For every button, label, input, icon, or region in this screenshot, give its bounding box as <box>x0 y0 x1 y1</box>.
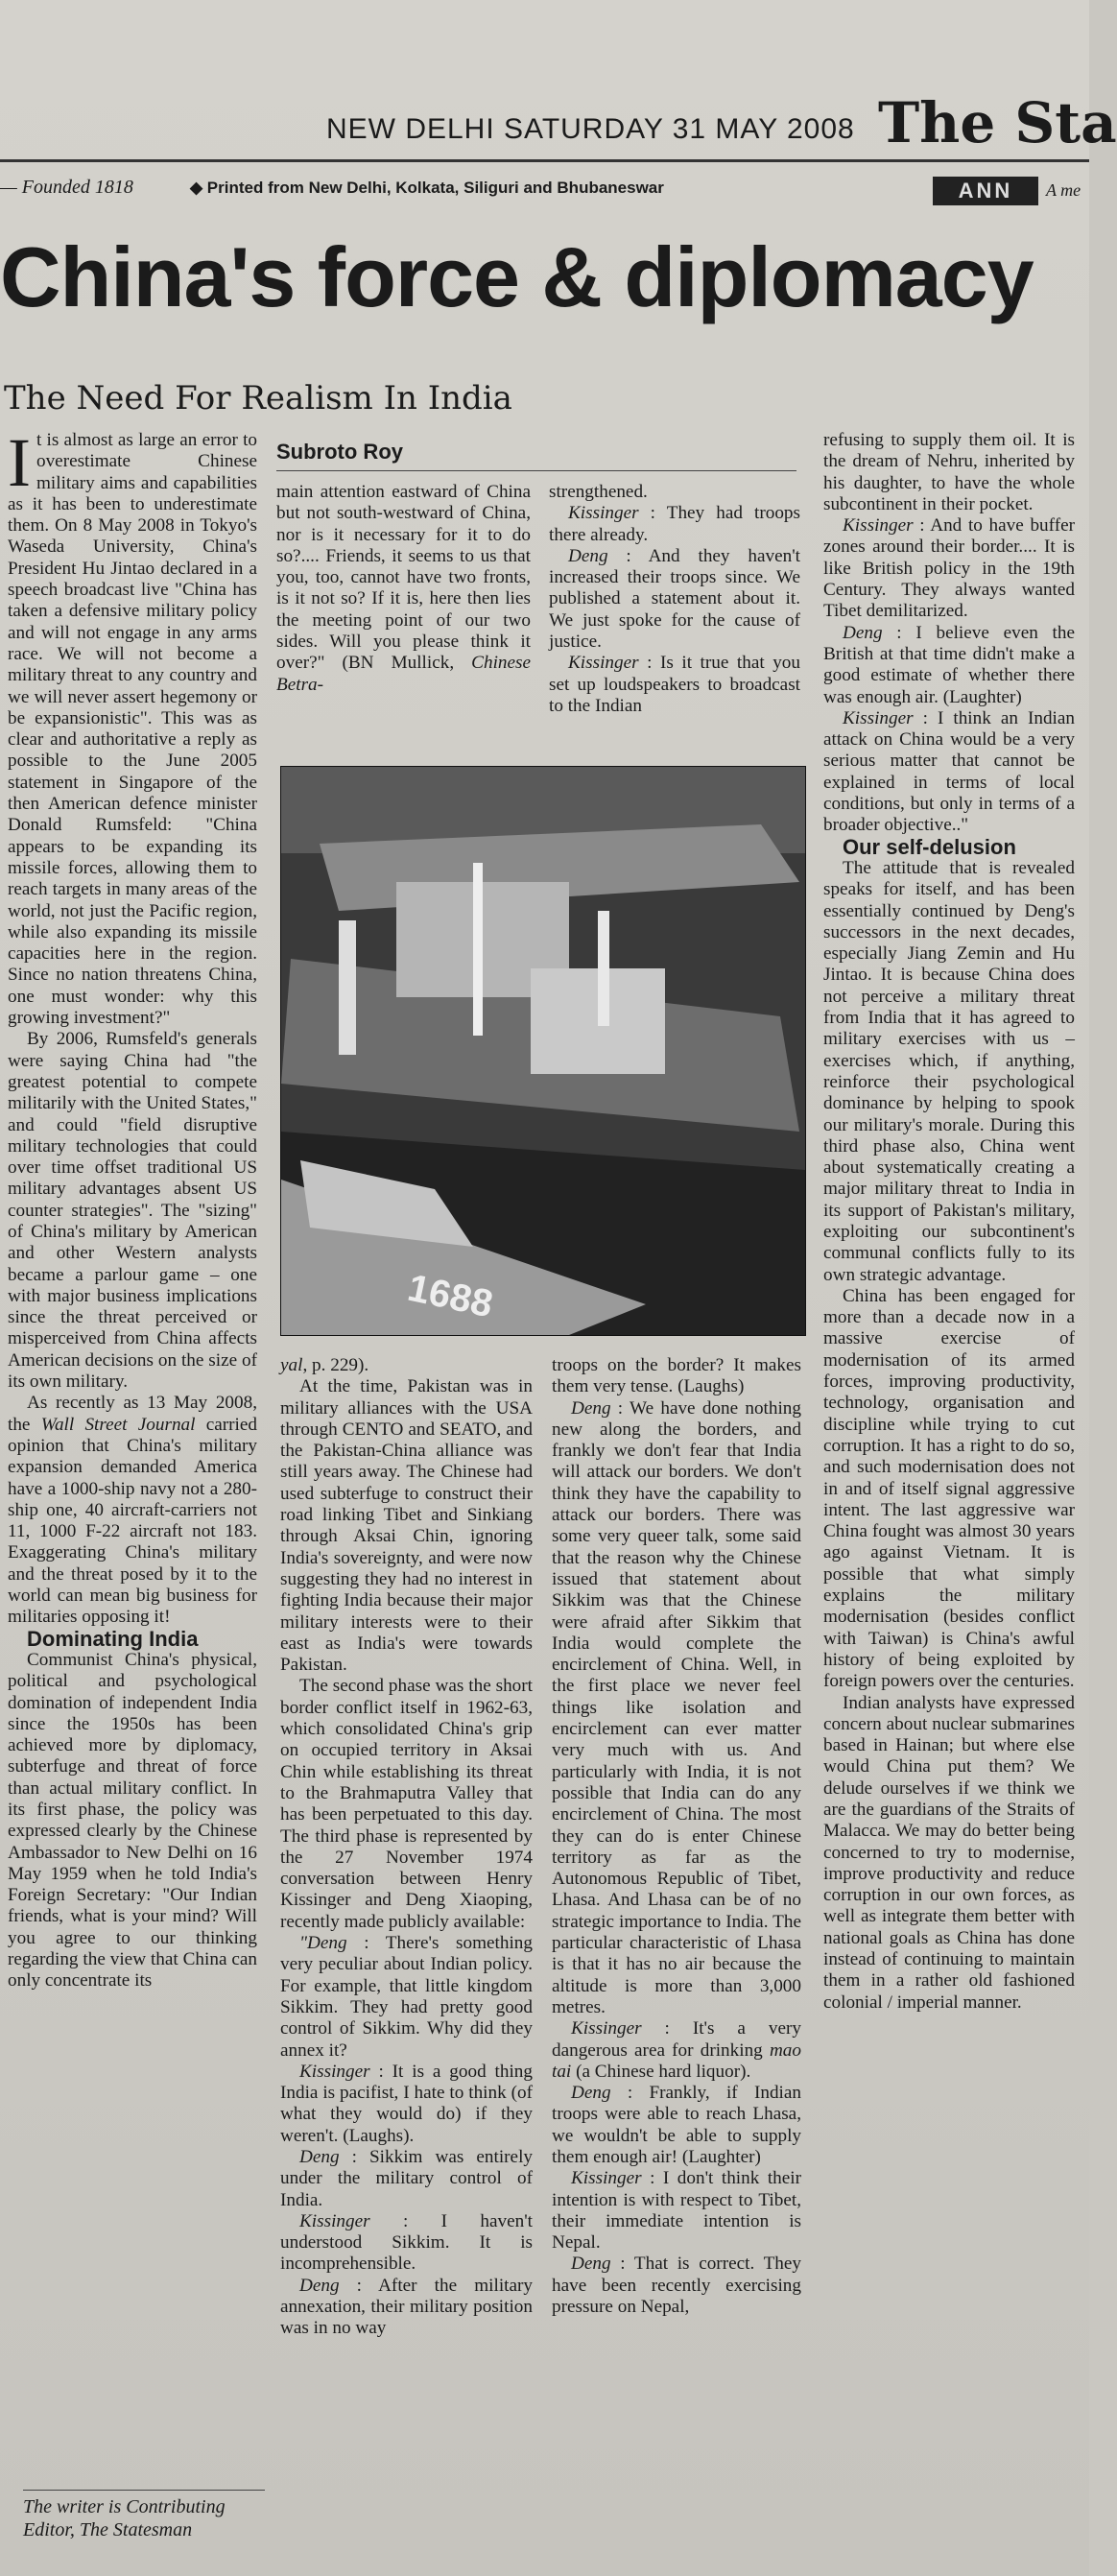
col2-bottom-1 <box>280 1355 533 1376</box>
column-3-top <box>549 482 800 717</box>
speech: : And to have buffer zones around their border.... It is like British policy in the 19th Century. They always wanted Tibet demilitarized. <box>823 515 1075 622</box>
byline-rule <box>276 470 796 471</box>
speaker: Kissinger <box>571 2018 642 2039</box>
speech: : Is it true that you set up loudspeakers to broadcast to the Indian <box>549 653 800 716</box>
column-2-top <box>276 482 531 696</box>
speech: : Frankly, if Indian troops were able to reach Lhasa, we wouldn't be able to supply them enough air! (Laughter) <box>552 2083 801 2167</box>
footnote-line-1: The writer is Contributing <box>23 2496 226 2517</box>
col1-para-3b: carried opinion that China's military expansion demanded America have a 1000-ship navy not a 280-ship one, 40 aircraft-carriers not 11, 1000 F-22 aircraft not 183. Exaggerating China's military and the threat posed by it to the world can mean big business for militaries opposing it! <box>8 1414 257 1628</box>
warship-photo <box>280 766 806 1336</box>
col4-para-2 <box>823 515 1075 622</box>
col3-bottom-4 <box>552 2083 801 2168</box>
speaker: Deng <box>299 2146 340 2167</box>
speaker: Deng <box>843 622 883 643</box>
speech: : That is correct. They have been recently exercising pressure on Nepal, <box>552 2254 801 2318</box>
speech: : I believe even the British at that time didn't make a good estimate of whether there was enough air. (Laughter) <box>823 622 1075 707</box>
col1-para-3a: As recently as 13 May 2008, the <box>8 1393 257 1435</box>
col1-para-2: By 2006, Rumsfeld's generals were saying China had "the greatest potential to compete militarily with the United States," and could "field disruptive military technologies that could over time offset traditional US military advantages absent US counter strategies". The "sizing" of China's military by American and other Western analysts became a parlour game – one with major business implications since the threat perceived or misperceived from China affects American decisions on the size of its own military. <box>8 1029 257 1393</box>
cut-off-tagline: A me <box>1046 180 1081 200</box>
founded-line: — Founded 1818 <box>0 177 133 198</box>
speech: : We have done nothing new along the borders, and frankly we don't fear that India will attack our borders. We don't think they have the capability to attack our borders. There was some very queer talk, some said that the reason why the Chinese issued that statement about Sikkim was that the Chinese were afraid after Sikkim that India would complete the encirclement of China. Well, in the first place we never feel things like isolation and encirclement can ever matter very much with us. And particularly with India, it is not possible that India can do any encirclement of China. The most they can do is enter Chinese territory as far as the Autonomous Republic of Tibet, Lhasa. And Lhasa can be of no strategic importance to India. The particular characteristic of Lhasa is that it has no air because the altitude is more than 3,000 metres. <box>552 1397 801 2017</box>
section-heading-dominating-india: Dominating India <box>27 1626 199 1651</box>
speaker: Deng <box>571 2083 611 2104</box>
col3-bottom-6 <box>552 2254 801 2318</box>
col3-bottom-5 <box>552 2168 801 2254</box>
wsj-title: Wall Street Journal <box>40 1414 196 1435</box>
column-1 <box>8 424 257 1992</box>
speaker: Deng <box>571 2254 611 2275</box>
column-2-bottom <box>280 1355 533 2340</box>
printed-from-line: ◆ Printed from New Delhi, Kolkata, Siliguri and Bhubaneswar <box>190 179 664 197</box>
col3-top-3 <box>549 546 800 653</box>
col4-para-5: The attitude that is revealed speaks for itself, and has been essentially continued by Deng's successors in the next decades, especially Jiang Zemin and Hu Jintao. It is because China does not perceive a military threat from India that it has agreed to military exercises with us – exercises which, if anything, reinforce their psychological dominance by helping to spook our military's morale. During this third phase also, China went about systematically creating a major military threat to India in its support of Pakistan's military, exploiting our subcontinent's communal conflicts fully to its own strategic advantage. <box>823 857 1075 1285</box>
col2-quote-3 <box>280 2147 533 2211</box>
col2-quote-5 <box>280 2276 533 2340</box>
col4-para-7: Indian analysts have expressed concern about nuclear submarines based in Hainan; but where else would China put them? We delude ourselves if we think we are the guardians of the Straits of Malacca. We may do better being concerned to try to modernise, improve productivity and reduce corruption in our own forces, as well as integrate them better with national goals as China has done instead of continuing to maintain them in a rather old fashioned colonial / imperial manner. <box>823 1692 1075 2013</box>
col3-bottom-2 <box>552 1398 801 2019</box>
speech: : It's a very dangerous area for drinking <box>552 2018 801 2061</box>
speech: : And they haven't increased their troops since. We published a statement about it. We just spoke for the cause of justice. <box>549 545 800 653</box>
speech: : There's something very peculiar about Indian policy. For example, that little kingdom Sikkim. They had pretty good control of Sikkim. Why did they annex it? <box>280 1933 533 2061</box>
masthead-date-line: NEW DELHI SATURDAY 31 MAY 2008 <box>326 113 855 145</box>
byline: Subroto Roy <box>276 440 403 464</box>
col4-para-6: China has been engaged for more than a decade now in a massive exercise of modernisation of its armed forces, improving productivity, technology, organisation and discipline while trying to cut corruption. It has a right to do so, and such modernisation does not in and of itself signal aggressive intent. The last aggressive war China fought was almost 30 years ago against Vietnam. It is possible that what simply explains the military modernisation (besides conflict with Taiwan) is China's awful history of being exploited by foreign powers over the centuries. <box>823 1285 1075 1692</box>
col4-para-3 <box>823 623 1075 708</box>
col3-top-4 <box>549 653 800 717</box>
col1-para-3 <box>8 1393 257 1628</box>
dropcap-letter: I <box>8 424 31 501</box>
mao-tai: mao tai <box>552 2039 801 2082</box>
col1-para-1 <box>8 424 257 1029</box>
article-headline: China's force & diplomacy <box>0 229 1034 324</box>
footnote-rule <box>23 2490 265 2491</box>
book-title-part1: Chinese Betra- <box>276 653 531 695</box>
col4-para-4 <box>823 708 1075 837</box>
speech: (a Chinese hard liquor). <box>571 2061 751 2082</box>
speech: : Sikkim was entirely under the military control of India. <box>280 2146 533 2210</box>
col3-bottom-3 <box>552 2018 801 2083</box>
speech: : I don't think their intention is with respect to Tibet, their immediate intention is Nepal. <box>552 2168 801 2254</box>
speech: : After the military annexation, their military position was in no way <box>280 2275 533 2339</box>
col2-para-3: The second phase was the short border conflict itself in 1962-63, which consolidated China's grip on occupied territory in Aksai Chin while establishing its threat to the Brahmaputra Valley that has been perpetuated to this day. The third phase is represented by the 27 November 1974 conversation between Henry Kissinger and Deng Xiaoping, recently made publicly available: <box>280 1676 533 1932</box>
speaker: Kissinger <box>843 515 914 537</box>
speaker: Kissinger <box>568 653 639 674</box>
col3-bottom-1: troops on the border? It makes them very tense. (Laughs) <box>552 1355 801 1397</box>
speaker: Kissinger <box>299 2210 370 2231</box>
col2-top-text <box>276 482 531 696</box>
article-subhead: The Need For Realism In India <box>4 379 512 417</box>
author-footnote <box>23 2495 263 2541</box>
speaker: "Deng <box>299 1933 347 1954</box>
col1-para-4: Communist China's physical, political and psychological domination of independent India since the 1950s has been achieved more by diplomacy, subterfuge and threat of force than actual military conflict. In its first phase, the policy was expressed clearly by the Chinese Ambassador to New Delhi on 16 May 1959 when he told India's Foreign Secretary: "Our Indian friends, what is your mind? Will you agree to our thinking regarding the view that China can only concentrate its <box>8 1649 257 1992</box>
col4-para-1: refusing to supply them oil. It is the dream of Nehru, inherited by his daughter, to have the whole subcontinent in their pocket. <box>823 430 1075 514</box>
warship-photo-svg <box>281 767 805 1335</box>
speaker: Kissinger <box>299 2061 370 2082</box>
ann-partner-logo: ANN <box>933 177 1038 205</box>
col3-top-1: strengthened. <box>549 482 648 502</box>
speech: : I think an Indian attack on China would be a very serious matter that cannot be explained in terms of local conditions, but only in terms of a broader objective.." <box>823 707 1075 836</box>
col1-para-1-text: t is almost as large an error to overestimate Chinese military aims and capabilities as it has been to underestimate them. On 8 May 2008 in Tokyo's Waseda University, China's President Hu Jintao declared in a speech broadcast live "China has taken a defensive military policy and will not engage in any arms race. We will not become a military threat to any country and we will never assert hegemony or be expansionistic". This was as clear and authoritative a reply as possible to the June 2005 statement in Singapore of the then American defence minister Donald Rumsfeld: "China appears to be expanding its missile forces, allowing them to reach targets in many areas of the world, not just the Pacific region, while also expanding its missile capacities here in the region. Since no nation threatens China, one must wonder: why this growing investment?" <box>8 430 257 1029</box>
speaker: Kissinger <box>843 707 914 728</box>
speech: : It is a good thing India is pacifist, I hate to think (of what they would do) if they weren't. (Laughs). <box>280 2061 533 2146</box>
col2-quote-1 <box>280 1933 533 2062</box>
masthead-rule <box>0 159 1089 162</box>
book-title-part2: yal <box>280 1355 303 1375</box>
footnote-line-2: Editor, The Statesman <box>23 2519 193 2540</box>
speaker: Kissinger <box>571 2168 642 2189</box>
column-4 <box>823 430 1075 2014</box>
col2-quote-2 <box>280 2062 533 2147</box>
citation: , p. 229). <box>302 1355 369 1375</box>
speaker: Deng <box>568 545 608 566</box>
speaker: Deng <box>299 2275 340 2296</box>
col2-para-2: At the time, Pakistan was in military alliances with the USA through CENTO and SEATO, and the Pakistan-China alliance was still years away. The Chinese had used subterfuge to construct their road linking Tibet and Sinkiang through Aksai Chin, ignoring India's sovereignty, and were now suggesting they had no interest in fighting India because their major military interests were to their east as India's were towards Pakistan. <box>280 1376 533 1676</box>
newspaper-logo: The Sta <box>878 90 1117 155</box>
hull-number: 1688 <box>404 1266 497 1326</box>
speech: : They had troops there already. <box>549 503 800 545</box>
speech: : I haven't understood Sikkim. It is incomprehensible. <box>280 2210 533 2275</box>
section-heading-self-delusion: Our self-delusion <box>843 834 1016 859</box>
printed-from-text: Printed from New Delhi, Kolkata, Siliguri and Bhubaneswar <box>206 179 664 197</box>
column-3-bottom <box>552 1355 801 2318</box>
speaker: Deng <box>571 1397 611 1419</box>
speaker: Kissinger <box>568 503 639 524</box>
col3-top-2 <box>549 503 800 546</box>
col2-quote-4 <box>280 2211 533 2276</box>
col2-top-a: main attention eastward of China but not south-westward of China, nor is it necessary for it to do so?.... Friends, it seems to us that you, too, cannot have two fronts, is it not so? If it is, here then lies the meeting point of our two sides. Will you please think it over?" (BN Mullick, <box>276 482 531 674</box>
